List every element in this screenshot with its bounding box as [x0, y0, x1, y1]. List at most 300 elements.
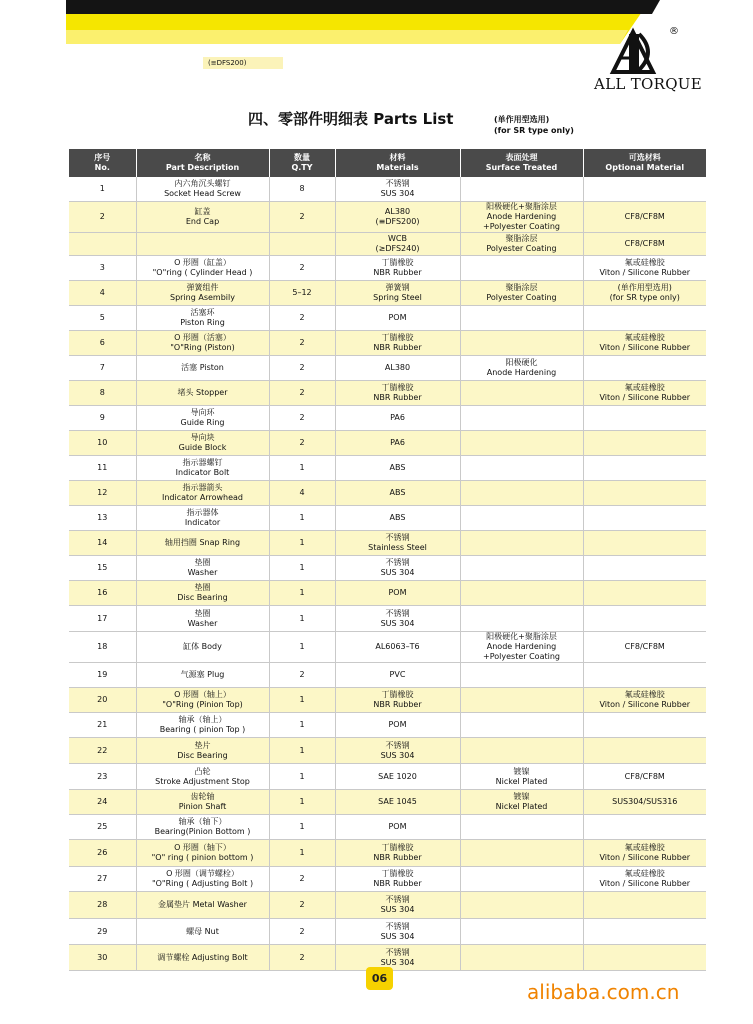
cell-mat: [335, 815, 460, 840]
table-row: [69, 581, 706, 606]
cell-opt: [583, 356, 706, 381]
cell-desc: [136, 606, 269, 632]
cell-no-no: 19: [97, 670, 108, 679]
cell-no-no: 17: [97, 613, 108, 623]
header-materials: 材料 Materials: [335, 149, 460, 177]
cell-no: [69, 281, 136, 306]
cell-qty: [269, 481, 335, 506]
cell-qty: [269, 281, 335, 306]
cell-sur-sur1: 聚脂涂层: [505, 234, 538, 243]
cell-no-no: 6: [99, 338, 105, 347]
cell-desc-cn: 垫圈: [194, 558, 211, 567]
cell-sur: [460, 632, 583, 663]
sr-note-cn: (单作用型选用): [494, 115, 550, 124]
cell-no: [69, 481, 136, 506]
cell-desc-en: Stroke Adjustment Stop: [155, 776, 250, 786]
cell-qty: [269, 945, 335, 971]
cell-desc: [136, 531, 269, 556]
cell-sur: [460, 606, 583, 632]
cell-opt: [583, 202, 706, 233]
cell-mat-mat1: POM: [388, 822, 407, 831]
cell-no-no: 18: [97, 642, 108, 651]
cell-qty-qty: 2: [299, 900, 305, 909]
cell-mat-mat1: 弹簧钢: [385, 283, 410, 292]
cell-sur-sur1: 阳极硬化+聚脂涂层: [486, 632, 557, 641]
cell-no-no: 4: [99, 288, 105, 297]
cell-sur-sur2: Nickel Plated: [495, 776, 548, 786]
cell-desc: [136, 406, 269, 431]
cell-desc: [136, 481, 269, 506]
cell-desc-cn: 堵头 Stopper: [177, 388, 228, 397]
cell-mat: [335, 281, 460, 306]
cell-no: [69, 202, 136, 233]
cell-desc-en: Spring Asembily: [170, 293, 235, 302]
cell-mat-mat2: SUS 304: [380, 189, 415, 198]
cell-no-no: 7: [99, 363, 105, 372]
cell-sur: [460, 202, 583, 233]
cell-sur: [460, 867, 583, 892]
cell-desc-en: Bearing(Pinion Bottom ): [154, 827, 251, 836]
cell-sur-sur1: 镀镍: [513, 792, 530, 801]
cell-sur: [460, 481, 583, 506]
cell-opt-opt1: (单作用型选用): [617, 283, 672, 292]
header-description: 名称 Part Description: [136, 149, 269, 177]
cell-mat-mat1: 不锈钢: [385, 608, 410, 618]
cell-qty: [269, 356, 335, 381]
cell-desc-en: Guide Block: [178, 443, 227, 452]
registered-mark: ®: [669, 26, 679, 37]
cell-sur: [460, 331, 583, 356]
table-row: [69, 790, 706, 815]
cell-opt: [583, 688, 706, 713]
page-number: 06: [366, 967, 393, 990]
cell-desc-cn: 指示器体: [186, 508, 219, 517]
cell-desc-en: Indicator Bolt: [175, 468, 230, 477]
table-row: [69, 202, 706, 233]
cell-mat: [335, 688, 460, 713]
cell-no: [69, 790, 136, 815]
cell-mat-mat1: 不锈钢: [385, 533, 410, 542]
cell-sur-sur2: Polyester Coating: [486, 244, 557, 253]
cell-desc-cn: 轴承（轴下）: [178, 817, 227, 826]
cell-opt: [583, 738, 706, 764]
cell-mat: [335, 456, 460, 481]
cell-mat-mat1: 丁腈橡胶: [381, 383, 414, 392]
cell-no-no: 29: [97, 926, 108, 936]
cell-opt: [583, 663, 706, 688]
cell-qty-qty: 1: [299, 588, 305, 597]
cell-desc-cn: 凸轮: [194, 766, 211, 776]
cell-sur: [460, 764, 583, 790]
cell-desc-cn: 轴用挡圈 Snap Ring: [164, 538, 241, 547]
cell-mat-mat2: NBR Rubber: [373, 393, 422, 402]
cell-opt: [583, 281, 706, 306]
cell-desc: [136, 177, 269, 202]
cell-sur: [460, 713, 583, 738]
cell-qty-qty: 1: [299, 613, 305, 623]
cell-qty-qty: 2: [299, 338, 305, 347]
table-row: [69, 233, 706, 256]
table-row: [69, 840, 706, 867]
cell-qty: [269, 431, 335, 456]
model-tag: (≡DFS200): [203, 57, 283, 69]
cell-mat: [335, 764, 460, 790]
cell-mat-mat2: NBR Rubber: [373, 853, 422, 862]
cell-desc-en: Indicator: [184, 518, 221, 527]
cell-opt-opt2: Viton / Silicone Rubber: [599, 343, 691, 352]
cell-desc: [136, 306, 269, 331]
cell-desc-cn: 活塞环: [190, 308, 215, 317]
cell-mat-mat1: PA6: [390, 413, 405, 422]
cell-no-no: 22: [97, 745, 108, 755]
cell-desc-cn: 弹簧组件: [186, 283, 219, 292]
cell-no-no: 26: [97, 848, 108, 857]
cell-desc-cn: 指示器螺钉: [182, 458, 223, 467]
cell-sur: [460, 406, 583, 431]
cell-sur: [460, 581, 583, 606]
cell-mat-mat1: SAE 1020: [378, 771, 417, 781]
cell-mat: [335, 663, 460, 688]
cell-qty: [269, 867, 335, 892]
table-row: [69, 688, 706, 713]
cell-desc-en: Bearing ( pinion Top ): [159, 725, 246, 734]
table-row: [69, 663, 706, 688]
cell-desc: [136, 632, 269, 663]
cell-opt: [583, 406, 706, 431]
cell-qty: [269, 663, 335, 688]
cell-no: [69, 556, 136, 581]
cell-qty-qty: 2: [299, 212, 305, 221]
cell-mat: [335, 406, 460, 431]
cell-desc-en: Guide Ring: [180, 418, 225, 427]
cell-no: [69, 531, 136, 556]
cell-sur-sur3: +Polyester Coating: [483, 652, 560, 661]
cell-mat: [335, 256, 460, 281]
cell-qty-qty: 2: [299, 952, 305, 962]
cell-qty: [269, 892, 335, 919]
cell-sur-sur1: 聚脂涂层: [505, 283, 538, 292]
cell-desc-en: Piston Ring: [180, 318, 225, 327]
cell-opt: [583, 506, 706, 531]
cell-opt: [583, 177, 706, 202]
cell-sur-sur1: 阳极硬化: [505, 358, 538, 367]
cell-no: [69, 945, 136, 971]
header-optional: 可选材料 Optional Material: [583, 149, 706, 177]
table-row: [69, 356, 706, 381]
cell-opt: [583, 233, 706, 256]
cell-qty-qty: 2: [299, 388, 305, 397]
cell-mat-mat2: Stainless Steel: [368, 543, 427, 552]
cell-mat: [335, 632, 460, 663]
cell-desc: [136, 867, 269, 892]
cell-mat-mat1: AL6063–T6: [375, 642, 420, 651]
cell-desc: [136, 713, 269, 738]
cell-no: [69, 356, 136, 381]
cell-qty-qty: 4: [299, 488, 305, 497]
cell-desc-cn: 金属垫片 Metal Washer: [158, 900, 247, 909]
cell-no-no: 9: [99, 413, 105, 422]
cell-qty-qty: 1: [299, 695, 305, 704]
cell-qty: [269, 202, 335, 233]
cell-opt: [583, 632, 706, 663]
cell-mat: [335, 892, 460, 919]
cell-qty-qty: 1: [299, 745, 305, 755]
cell-opt-opt2: Viton / Silicone Rubber: [599, 393, 691, 402]
cell-opt-opt2: (for SR type only): [609, 293, 680, 302]
cell-opt: [583, 531, 706, 556]
cell-mat-mat2: NBR Rubber: [373, 879, 422, 888]
header-surface: 表面处理 Surface Treated: [460, 149, 583, 177]
cell-qty-qty: 1: [299, 538, 305, 547]
cell-qty-qty: 1: [299, 822, 305, 831]
cell-mat: [335, 945, 460, 971]
cell-no-no: 21: [97, 720, 108, 729]
cell-opt-opt1: 氟或硅橡胶: [624, 690, 665, 699]
cell-qty-qty: 2: [299, 438, 305, 447]
cell-mat: [335, 531, 460, 556]
cell-desc-cn: 垫圈: [194, 608, 211, 618]
header-no: 序号 No.: [69, 149, 136, 177]
cell-desc-cn: 缸体 Body: [183, 642, 222, 651]
sr-note-en: (for SR type only): [494, 126, 574, 135]
cell-desc-cn: O 形圈（轴下）: [174, 843, 231, 852]
cell-mat: [335, 331, 460, 356]
sr-type-note: [494, 114, 574, 136]
table-row: [69, 177, 706, 202]
cell-opt: [583, 606, 706, 632]
cell-qty: [269, 738, 335, 764]
cell-qty: [269, 919, 335, 945]
cell-desc: [136, 688, 269, 713]
cell-desc: [136, 945, 269, 971]
cell-desc-en: "O" ring ( pinion bottom ): [151, 853, 254, 862]
cell-qty: [269, 177, 335, 202]
cell-mat: [335, 233, 460, 256]
cell-desc-cn: 气源塞 Plug: [180, 670, 225, 679]
cell-mat-mat1: 丁腈橡胶: [381, 258, 414, 267]
cell-no: [69, 713, 136, 738]
cell-no: [69, 840, 136, 867]
cell-desc-en: Socket Head Screw: [164, 189, 241, 198]
cell-no: [69, 606, 136, 632]
cell-qty-qty: 2: [299, 263, 305, 272]
cell-no-no: 5: [99, 313, 105, 322]
cell-desc-en: "O"Ring (Piston): [170, 343, 235, 352]
cell-desc: [136, 256, 269, 281]
table-row: [69, 256, 706, 281]
cell-opt: [583, 945, 706, 971]
cell-desc: [136, 840, 269, 867]
cell-desc-en: "O"Ring (Pinion Top): [162, 700, 243, 709]
cell-desc: [136, 815, 269, 840]
header-qty: 数量 Q.TY: [269, 149, 335, 177]
cell-opt: [583, 919, 706, 945]
cell-mat-mat2: SUS 304: [380, 905, 415, 914]
cell-opt: [583, 892, 706, 919]
cell-opt: [583, 481, 706, 506]
cell-no: [69, 919, 136, 945]
table-row: [69, 281, 706, 306]
cell-qty-qty: 2: [299, 874, 305, 883]
cell-sur: [460, 840, 583, 867]
cell-desc-cn: 垫片: [194, 740, 211, 750]
cell-mat-mat1: ABS: [389, 513, 406, 522]
cell-no: [69, 688, 136, 713]
cell-qty-qty: 2: [299, 926, 305, 936]
cell-mat: [335, 867, 460, 892]
table-row: [69, 556, 706, 581]
cell-qty: [269, 331, 335, 356]
cell-no-no: 14: [97, 538, 108, 547]
table-row: [69, 406, 706, 431]
cell-desc: [136, 506, 269, 531]
cell-desc-en: Pinion Shaft: [178, 802, 227, 811]
cell-sur-sur2: Anode Hardening: [486, 212, 557, 221]
cell-mat: [335, 556, 460, 581]
cell-no: [69, 431, 136, 456]
cell-qty: [269, 306, 335, 331]
table-row: [69, 764, 706, 790]
cell-mat: [335, 381, 460, 406]
cell-sur: [460, 431, 583, 456]
cell-no: [69, 867, 136, 892]
cell-qty-qty: 1: [299, 563, 305, 572]
cell-no: [69, 233, 136, 256]
cell-no-no: 11: [97, 463, 108, 472]
cell-mat-mat1: 不锈钢: [385, 895, 410, 904]
cell-qty: [269, 556, 335, 581]
cell-no: [69, 306, 136, 331]
cell-sur: [460, 177, 583, 202]
cell-desc-cn: O 形圈（轴上）: [174, 690, 231, 699]
cell-desc-cn: O 形圈（活塞）: [174, 333, 231, 342]
cell-sur: [460, 738, 583, 764]
cell-desc: [136, 892, 269, 919]
cell-mat-mat1: POM: [388, 720, 407, 729]
cell-desc-en: Washer: [187, 618, 218, 628]
cell-qty: [269, 381, 335, 406]
cell-sur: [460, 892, 583, 919]
cell-desc: [136, 790, 269, 815]
cell-opt: [583, 556, 706, 581]
cell-no: [69, 815, 136, 840]
cell-opt-opt1: SUS304/SUS316: [612, 797, 678, 806]
cell-qty: [269, 764, 335, 790]
cell-mat-mat2: SUS 304: [380, 957, 415, 967]
cell-mat-mat1: POM: [388, 313, 407, 322]
cell-desc-en: Disc Bearing: [177, 593, 228, 602]
cell-qty-qty: 1: [299, 797, 305, 806]
cell-mat-mat1: 丁腈橡胶: [381, 843, 414, 852]
cell-mat-mat1: 丁腈橡胶: [381, 690, 414, 699]
cell-mat: [335, 356, 460, 381]
cell-opt-opt1: 氟或硅橡胶: [624, 258, 665, 267]
cell-no-no: 15: [97, 563, 108, 572]
cell-qty: [269, 790, 335, 815]
cell-mat: [335, 177, 460, 202]
table-row: [69, 481, 706, 506]
cell-no-no: 24: [97, 797, 108, 806]
cell-qty: [269, 531, 335, 556]
cell-opt: [583, 256, 706, 281]
cell-desc: [136, 581, 269, 606]
cell-qty: [269, 688, 335, 713]
cell-qty-qty: 1: [299, 513, 305, 522]
cell-desc: [136, 381, 269, 406]
cell-no: [69, 663, 136, 688]
cell-desc-en: Disc Bearing: [177, 750, 228, 760]
cell-no: [69, 177, 136, 202]
cell-opt: [583, 431, 706, 456]
cell-desc: [136, 663, 269, 688]
cell-no: [69, 256, 136, 281]
cell-opt-opt1: CF8/CF8M: [624, 212, 665, 221]
cell-mat-mat1: 丁腈橡胶: [381, 333, 414, 342]
cell-no-no: 8: [99, 388, 105, 397]
cell-no-no: 28: [97, 900, 108, 909]
cell-sur: [460, 919, 583, 945]
table-row: [69, 892, 706, 919]
cell-desc: [136, 456, 269, 481]
cell-sur: [460, 456, 583, 481]
cell-no: [69, 632, 136, 663]
cell-desc-en: "O"ring ( Cylinder Head ): [152, 268, 253, 277]
cell-sur-sur2: Polyester Coating: [486, 293, 557, 302]
table-header-row: [69, 149, 706, 177]
cell-qty-qty: 2: [299, 670, 305, 679]
cell-desc: [136, 233, 269, 256]
cell-mat-mat1: WCB: [388, 234, 407, 243]
cell-opt: [583, 764, 706, 790]
cell-no-no: 25: [97, 822, 108, 831]
cell-mat-mat1: ABS: [389, 463, 406, 472]
cell-qty: [269, 456, 335, 481]
cell-desc-cn: 齿轮轴: [190, 792, 215, 801]
table-row: [69, 815, 706, 840]
cell-no: [69, 581, 136, 606]
cell-opt: [583, 840, 706, 867]
cell-desc: [136, 281, 269, 306]
cell-qty: [269, 632, 335, 663]
cell-mat-mat1: POM: [388, 588, 407, 597]
cell-qty-qty: 1: [299, 848, 305, 857]
cell-no-no: 16: [97, 588, 108, 597]
cell-no: [69, 456, 136, 481]
cell-sur: [460, 815, 583, 840]
table-row: [69, 867, 706, 892]
cell-no-no: 10: [97, 438, 108, 447]
table-row: [69, 381, 706, 406]
cell-mat-mat1: SAE 1045: [378, 797, 417, 806]
cell-opt: [583, 306, 706, 331]
cell-desc-cn: 轴承（轴上）: [178, 715, 227, 724]
cell-opt-opt2: Viton / Silicone Rubber: [599, 700, 691, 709]
cell-sur: [460, 945, 583, 971]
cell-opt: [583, 815, 706, 840]
cell-qty: [269, 713, 335, 738]
cell-no-no: 12: [97, 488, 108, 497]
cell-desc-cn: 垫圈: [194, 583, 211, 592]
cell-sur-sur3: +Polyester Coating: [483, 222, 560, 231]
cell-no-no: 20: [97, 695, 108, 704]
table-row: [69, 606, 706, 632]
cell-mat-mat1: 不锈钢: [385, 921, 410, 931]
cell-no-no: 1: [99, 184, 105, 193]
cell-qty: [269, 506, 335, 531]
cell-sur: [460, 790, 583, 815]
cell-opt-opt1: 氟或硅橡胶: [624, 383, 665, 392]
cell-no-no: 27: [97, 874, 108, 883]
